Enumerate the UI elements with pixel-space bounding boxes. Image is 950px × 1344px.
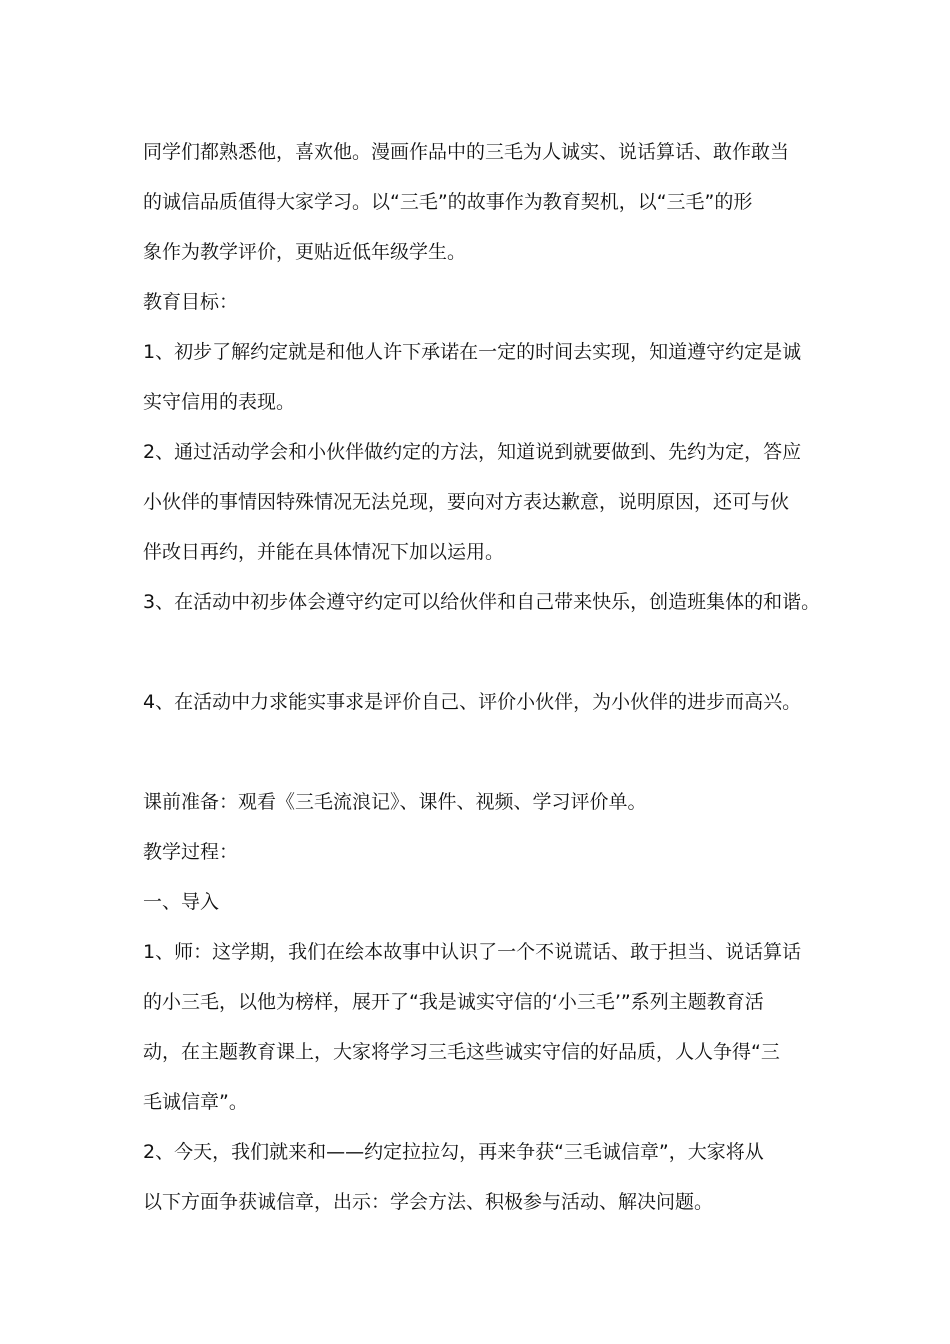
document-body [143, 127, 833, 1227]
process-heading: 教学过程： [143, 841, 239, 863]
goal-2-line-2: 小伙伴的事情因特殊情况无法兑现，要向对方表达歉意，说明原因，还可与伙 [143, 491, 790, 513]
intro-line-2: 的诚信品质值得大家学习。以“三毛”的故事作为教育契机，以“三毛”的形 [143, 191, 753, 213]
step-2-line-1: 2、今天，我们就来和——约定拉拉勾，再来争获“三毛诚信章”，大家将从 [143, 1141, 764, 1163]
intro-line-3: 象作为教学评价，更贴近低年级学生。 [143, 241, 467, 263]
goal-4-line-1: 4、在活动中力求能实事求是评价自己、评价小伙伴，为小伙伴的进步而高兴。 [143, 691, 802, 713]
goal-2-line-1: 2、通过活动学会和小伙伴做约定的方法，知道说到就要做到、先约为定，答应 [143, 441, 802, 463]
step-1-line-1: 1、师：这学期，我们在绘本故事中认识了一个不说谎话、敢于担当、说话算话 [143, 941, 802, 963]
step-1-line-3: 动，在主题教育课上，大家将学习三毛这些诚实守信的好品质，人人争得“三 [143, 1041, 780, 1063]
goals-heading: 教育目标： [143, 291, 239, 313]
spacer [143, 627, 833, 677]
section-1-heading: 一、导入 [143, 891, 220, 913]
step-1-line-4: 毛诚信章”。 [143, 1091, 248, 1113]
goal-1-line-2: 实守信用的表现。 [143, 391, 296, 413]
goal-2-line-3: 伴改日再约，并能在具体情况下加以运用。 [143, 541, 505, 563]
goal-3-line-1: 3、在活动中初步体会遵守约定可以给伙伴和自己带来快乐，创造班集体的和谐。 [143, 591, 821, 613]
spacer [143, 727, 833, 777]
preparation-line: 课前准备：观看《三毛流浪记》、课件、视频、学习评价单。 [143, 791, 647, 813]
step-2-line-2: 以下方面争获诚信章，出示：学会方法、积极参与活动、解决问题。 [143, 1191, 714, 1213]
step-1-line-2: 的小三毛，以他为榜样，展开了“我是诚实守信的‘小三毛’”系列主题教育活 [143, 991, 764, 1013]
intro-line-1: 同学们都熟悉他，喜欢他。漫画作品中的三毛为人诚实、说话算话、敢作敢当 [143, 141, 790, 163]
goal-1-line-1: 1、初步了解约定就是和他人许下承诺在一定的时间去实现，知道遵守约定是诚 [143, 341, 802, 363]
